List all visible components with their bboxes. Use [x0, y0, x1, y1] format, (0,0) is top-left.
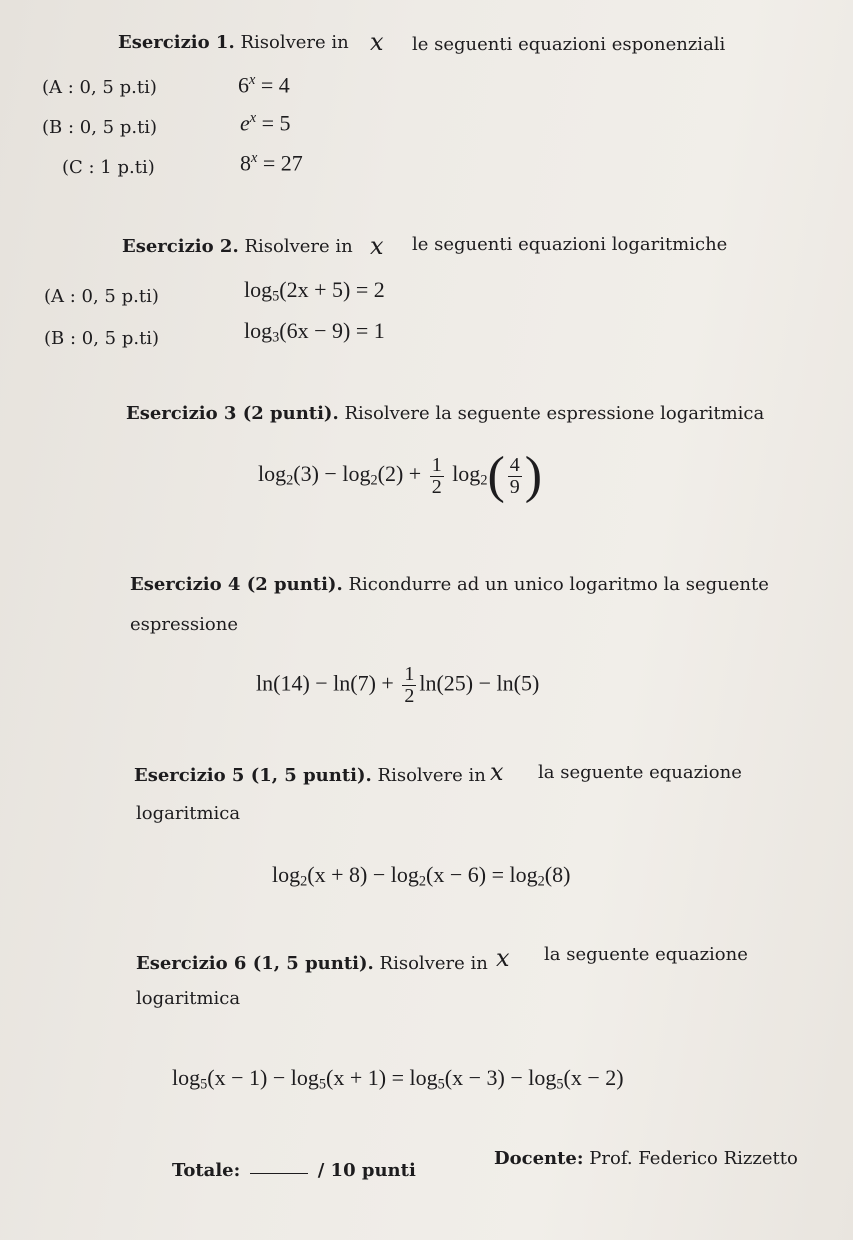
ex5-equation: $\log_2(x + 8) - \log_2(x - 6) = \log_2(8)$ [272, 862, 571, 890]
ex6-variable: x [496, 944, 510, 972]
ex4-text: Ricondurre ad un unico logaritmo la seguente [348, 574, 769, 595]
ex3-heading-line [126, 403, 764, 424]
ex6-text-before: Risolvere in [379, 953, 488, 974]
ex3-fraction-half: $\frac{1}{2}$ [431, 453, 442, 498]
total-line [172, 1160, 416, 1181]
ex4-text2: espressione [130, 614, 238, 635]
ex5-variable: x [490, 758, 504, 786]
teacher-label: Docente: [494, 1148, 584, 1169]
ex3-text: Risolvere la seguente espressione logaritmica [344, 403, 765, 424]
ex4-fraction-half: $\frac{1}{2}$ [404, 663, 415, 707]
ex2-title: Esercizio 2. [122, 236, 239, 257]
ex1-variable: x [370, 28, 384, 56]
ex6-text-after: la seguente equazione [544, 944, 748, 965]
ex1-label-a: (A : 0, 5 p.ti) [42, 77, 157, 98]
ex2-label-b: (B : 0, 5 p.ti) [44, 328, 160, 349]
ex1-equation-a: 6$^x$ = 4 [238, 72, 290, 98]
ex6-text2: logaritmica [136, 988, 241, 1009]
ex2-text-before: Risolvere in [244, 236, 353, 257]
ex2-variable: x [370, 232, 384, 260]
ex5-text2: logaritmica [136, 803, 241, 824]
ex2-equation-a: $\log_5(2x + 5) = 2$ [244, 277, 385, 305]
teacher-name: Prof. Federico Rizzetto [589, 1148, 798, 1169]
ex3-expression: $\log_2(3) - \log_2(2)$ + $\frac{1}{2}$ $\log_2$( $\frac{4}{9}$ ) [258, 447, 543, 504]
total-blank[interactable] [250, 1173, 308, 1174]
ex3-fraction-paren: $\frac{4}{9}$ [509, 453, 520, 498]
ex4-expression: ln(14) − ln(7) + $\frac{1}{2}$ ln(25) − ln(5) [256, 663, 540, 707]
ex6-heading-line [136, 953, 488, 974]
ex3-title: Esercizio 3 (2 punti). [126, 403, 339, 424]
ex1-equation-c: 8$^x$ = 27 [240, 150, 303, 176]
ex2-label-a: (A : 0, 5 p.ti) [44, 286, 159, 307]
ex6-title: Esercizio 6 (1, 5 punti). [136, 953, 374, 974]
ex1-label-c: (C : 1 p.ti) [62, 157, 155, 178]
ex1-heading-line [118, 32, 349, 53]
ex5-title: Esercizio 5 (1, 5 punti). [134, 765, 372, 786]
ex5-heading-line [134, 765, 486, 786]
ex4-title: Esercizio 4 (2 punti). [130, 574, 343, 595]
ex2-equation-b: $\log_3(6x - 9) = 1$ [244, 318, 385, 346]
ex1-label-b: (B : 0, 5 p.ti) [42, 117, 158, 138]
total-label: Totale: [172, 1160, 241, 1181]
ex1-title: Esercizio 1. [118, 32, 235, 53]
ex2-heading-line [122, 236, 353, 257]
ex1-text-before: Risolvere in [240, 32, 349, 53]
teacher-line [494, 1148, 798, 1169]
ex4-heading-line [130, 574, 769, 595]
ex6-equation: $\log_5(x - 1) - \log_5(x + 1) = \log_5(x - 3) - \log_5(x - 2)$ [172, 1065, 624, 1093]
ex1-equation-b: $e^x = 5$ [240, 110, 291, 136]
ex5-text-before: Risolvere in [377, 765, 486, 786]
ex1-text-after: le seguenti equazioni esponenziali [412, 34, 726, 55]
ex5-text-after: la seguente equazione [538, 762, 742, 783]
ex2-text-after: le seguenti equazioni logaritmiche [412, 234, 728, 255]
total-suffix: / 10 punti [317, 1160, 416, 1181]
